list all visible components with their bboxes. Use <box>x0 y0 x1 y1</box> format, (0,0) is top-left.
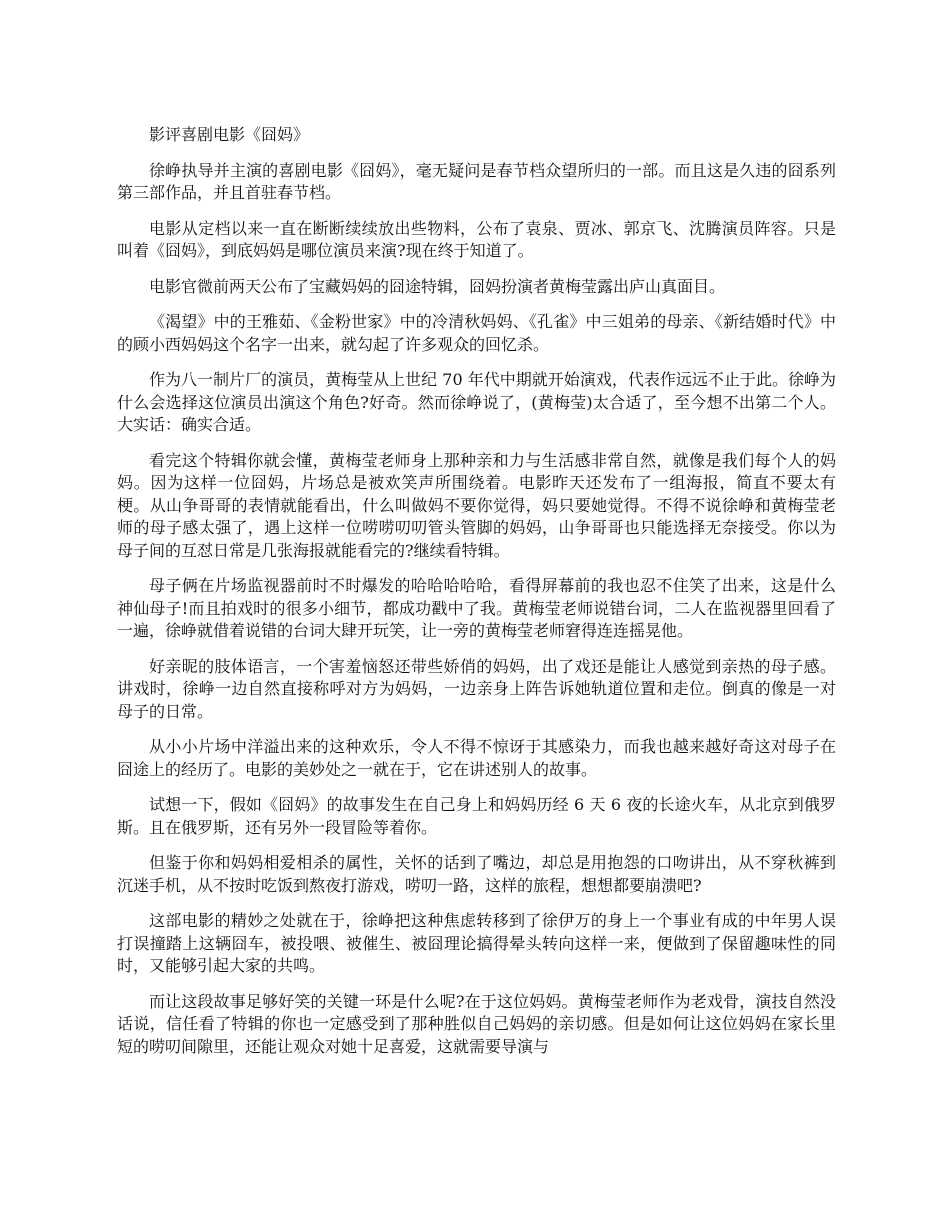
paragraph-7: 母子俩在片场监视器前时不时爆发的哈哈哈哈哈，看得屏幕前的我也忍不住笑了出来，这是什么神仙母子!而且拍戏时的很多小细节，都成功戳中了我。黄梅莹老师说错台词，二人在监视器里回看了一遍，徐峥就借着说错的台词大肆开玩笑，让一旁的黄梅莹老师窘得连连摇晃他。 <box>117 576 836 640</box>
paragraph-11: 但鉴于你和妈妈相爱相杀的属性，关怀的话到了嘴边，却总是用抱怨的口吻讲出，从不穿秋裤到沉迷手机，从不按时吃饭到熬夜打游戏，唠叨一路，这样的旅程，想想都要崩溃吧? <box>117 853 836 895</box>
paragraph-10: 试想一下，假如《囧妈》的故事发生在自己身上和妈妈历经 6 天 6 夜的长途火车，从北京到俄罗斯。且在俄罗斯，还有另外一段冒险等着你。 <box>117 795 836 837</box>
paragraph-12: 这部电影的精妙之处就在于，徐峥把这种焦虑转移到了徐伊万的身上一个事业有成的中年男人误打误撞踏上这辆囧车，被投喂、被催生、被囧理论搞得晕头转向这样一来，便做到了保留趣味性的同时，又能够引起大家的共鸣。 <box>117 911 836 975</box>
paragraph-6: 看完这个特辑你就会懂，黄梅莹老师身上那种亲和力与生活感非常自然，就像是我们每个人的妈妈。因为这样一位囧妈，片场总是被欢笑声所围绕着。电影昨天还发布了一组海报，简直不要太有梗。从山争哥哥的表情就能看出，什么叫做妈不要你觉得，妈只要她觉得。不得不说徐峥和黄梅莹老师的母子感太强了，遇上这样一位唠唠叨叨管头管脚的妈妈，山争哥哥也只能选择无奈接受。你以为母子间的互怼日常是几张海报就能看完的?继续看特辑。 <box>117 450 836 560</box>
paragraph-3: 电影官微前两天公布了宝藏妈妈的囧途特辑，囧妈扮演者黄梅莹露出庐山真面目。 <box>149 276 726 296</box>
paragraph-13: 而让这段故事足够好笑的关键一环是什么呢?在于这位妈妈。黄梅莹老师作为老戏骨，演技自然没话说，信任看了特辑的你也一定感受到了那种胜似自己妈妈的亲切感。但是如何让这位妈妈在家长里短的唠叨间隙里，还能让观众对她十足喜爱，这就需要导演与 <box>117 991 836 1056</box>
paragraph-4: 《渴望》中的王雅茹、《金粉世家》中的冷清秋妈妈、《孔雀》中三姐弟的母亲、《新结婚时代》中的顾小西妈妈这个名字一出来，就勾起了许多观众的回忆杀。 <box>117 312 836 354</box>
document-title: 影评喜剧电影《囧妈》 <box>149 125 310 144</box>
paragraph-2: 电影从定档以来一直在断断续续放出些物料，公布了袁泉、贾冰、郭京飞、沈腾演员阵容。只是叫着《囧妈》，到底妈妈是哪位演员来演?现在终于知道了。 <box>117 218 836 260</box>
paragraph-9: 从小小片场中洋溢出来的这种欢乐，令人不得不惊讶于其感染力，而我也越来越好奇这对母子在囧途上的经历了。电影的美妙处之一就在于，它在讲述别人的故事。 <box>117 737 836 779</box>
paragraph-5: 作为八一制片厂的演员，黄梅莹从上世纪 70 年代中期就开始演戏，代表作远远不止于此。徐峥为什么会选择这位演员出演这个角色?好奇。然而徐峥说了，(黄梅莹)太合适了，至今想不出第二个人。大实话：确实合适。 <box>117 370 836 434</box>
paragraph-1: 徐峥执导并主演的喜剧电影《囧妈》，毫无疑问是春节档众望所归的一部。而且这是久违的囧系列第三部作品，并且首驻春节档。 <box>117 160 836 202</box>
paragraph-8: 好亲昵的肢体语言，一个害羞恼怒还带些娇俏的妈妈，出了戏还是能让人感觉到亲热的母子感。讲戏时，徐峥一边自然直接称呼对方为妈妈，一边亲身上阵告诉她轨道位置和走位。倒真的像是一对母子的日常。 <box>117 656 836 721</box>
